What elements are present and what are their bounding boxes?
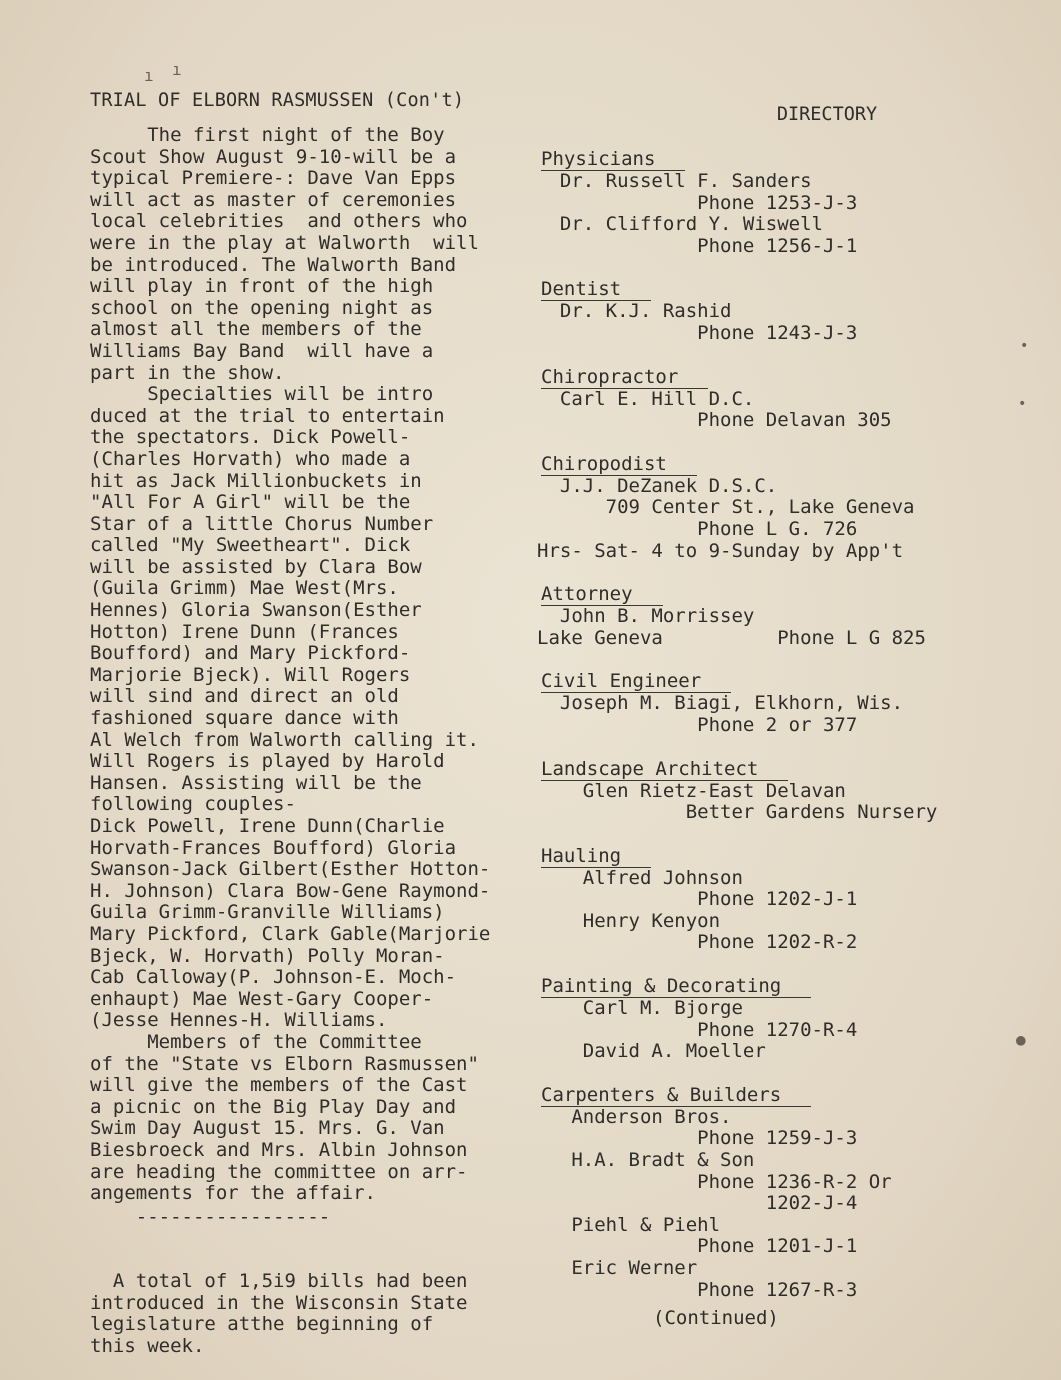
- article-line: Williams Bay Band will have a: [90, 339, 434, 362]
- directory-entry: H.A. Bradt & Son: [537, 1149, 755, 1172]
- directory-section: [537, 367, 1037, 432]
- directory-entry: 709 Center St., Lake Geneva: [537, 496, 915, 519]
- article-line: part in the show.: [90, 361, 285, 384]
- directory-heading: DIRECTORY: [776, 104, 878, 125]
- directory-entry: Phone 1270-R-4: [537, 1018, 858, 1041]
- directory-entry: Phone 1267-R-3: [537, 1278, 858, 1301]
- article-line: (Jesse Hennes-H. Williams.: [90, 1009, 388, 1032]
- article-line: duced at the trial to entertain: [90, 404, 445, 427]
- article-line: Al Welch from Walworth calling it.: [90, 728, 479, 751]
- directory-entry: Glen Rietz-East Delavan: [537, 779, 846, 802]
- article-line: Will Rogers is played by Harold: [90, 750, 445, 773]
- article-line: Swanson-Jack Gilbert(Esther Hotton-: [90, 858, 491, 881]
- directory-entry: Phone L G. 726: [537, 517, 858, 540]
- article-line: the spectators. Dick Powell-: [90, 426, 411, 449]
- directory-entry: Joseph M. Biagi, Elkhorn, Wis.: [537, 692, 904, 715]
- directory-section: [537, 846, 1037, 954]
- article-line: Hotton) Irene Dunn (Frances: [90, 620, 399, 643]
- article-line: of the "State vs Elborn Rasmussen": [90, 1052, 479, 1075]
- bills-line: this week.: [90, 1335, 205, 1358]
- directory-section: [537, 149, 1037, 257]
- directory-entry: Phone 2 or 377: [537, 713, 858, 736]
- directory-entry: 1202-J-4: [537, 1192, 858, 1215]
- directory-section: [537, 759, 1037, 824]
- article-line: "All For A Girl" will be the: [90, 491, 411, 514]
- article-line: The first night of the Boy: [90, 124, 445, 146]
- stray-mark: •: [1020, 338, 1029, 354]
- continued-note: (Continued): [653, 1307, 779, 1329]
- article-line: are heading the committee on arr-: [90, 1160, 468, 1183]
- directory-entry: Hrs- Sat- 4 to 9-Sunday by App't: [537, 539, 904, 562]
- article-line: Hennes) Gloria Swanson(Esther: [90, 599, 422, 622]
- article-line: called "My Sweetheart". Dick: [90, 534, 411, 557]
- directory-entry: Phone 1243-J-3: [537, 321, 858, 344]
- article-line: fashioned square dance with: [90, 707, 399, 730]
- article-line: Marjorie Bjeck). Will Rogers: [90, 663, 411, 686]
- section-heading: Dentist: [541, 279, 651, 301]
- article-line: Dick Powell, Irene Dunn(Charlie: [90, 815, 445, 837]
- directory-entry: John B. Morrissey: [537, 605, 755, 628]
- article-line: will sind and direct an old: [90, 685, 399, 708]
- directory-entry: Dr. Clifford Y. Wiswell: [537, 213, 823, 236]
- article-line: (Guila Grimm) Mae West(Mrs.: [90, 577, 399, 600]
- directory-entry: Dr. K.J. Rashid: [537, 300, 732, 323]
- article-line: school on the opening night as: [90, 296, 434, 319]
- directory-entry: Carl M. Bjorge: [537, 997, 743, 1020]
- directory-entry: Better Gardens Nursery: [537, 801, 938, 824]
- directory-entry: Phone 1259-J-3: [537, 1127, 858, 1150]
- section-heading: Civil Engineer: [541, 671, 731, 693]
- directory-section: [537, 976, 1037, 1063]
- section-heading: Painting & Decorating: [541, 976, 811, 998]
- article-line: (Charles Horvath) who made a: [90, 447, 411, 470]
- article-line: Specialties will be intro: [90, 383, 434, 406]
- article-line: angements for the affair.: [90, 1182, 376, 1205]
- directory-column: [537, 104, 1037, 1301]
- directory-entry: Dr. Russell F. Sanders: [537, 170, 812, 192]
- article-line: H. Johnson) Clara Bow-Gene Raymond-: [90, 879, 491, 902]
- article-line: Boufford) and Mary Pickford-: [90, 642, 411, 665]
- section-heading: Carpenters & Builders: [541, 1085, 811, 1107]
- article-line: Mary Pickford, Clark Gable(Marjorie: [90, 922, 491, 945]
- directory-entry: Phone 1202-J-1: [537, 888, 858, 911]
- article-line: Swim Day August 15. Mrs. G. Van: [90, 1117, 445, 1140]
- article-line: following couples-: [90, 793, 296, 816]
- directory-entry: Phone 1201-J-1: [537, 1235, 858, 1258]
- article-line: enhaupt) Mae West-Gary Cooper-: [90, 987, 434, 1010]
- article-line: Star of a little Chorus Number: [90, 512, 434, 535]
- bills-line: A total of 1,5i9 bills had been: [90, 1270, 468, 1293]
- directory-section: [537, 1085, 1037, 1301]
- directory-section: [537, 584, 1037, 649]
- section-heading: Physicians: [541, 149, 685, 171]
- directory-entry: J.J. DeZanek D.S.C.: [537, 474, 778, 497]
- directory-entry: Carl E. Hill D.C.: [537, 387, 755, 410]
- stray-mark: ı: [144, 66, 154, 85]
- section-heading: Attorney: [541, 584, 663, 606]
- section-heading: Hauling: [541, 846, 651, 868]
- article-line: typical Premiere-: Dave Van Epps: [90, 167, 457, 190]
- directory-entry: David A. Moeller: [537, 1040, 766, 1063]
- article-line: Members of the Committee: [90, 1030, 422, 1053]
- directory-entry: Lake Geneva Phone L G 825: [537, 626, 926, 649]
- article-title: TRIAL OF ELBORN RASMUSSEN (Con't): [90, 90, 465, 111]
- directory-section: [537, 671, 1037, 736]
- article-line: Cab Calloway(P. Johnson-E. Moch-: [90, 966, 457, 989]
- bills-article: [90, 1271, 540, 1357]
- article-line: will be assisted by Clara Bow: [90, 555, 422, 578]
- section-heading: Chiropractor: [541, 367, 708, 389]
- article-line: local celebrities and others who: [90, 210, 468, 233]
- directory-entry: Piehl & Piehl: [537, 1213, 721, 1236]
- stray-mark: ●: [1016, 1030, 1026, 1049]
- article-line: will play in front of the high: [90, 275, 434, 298]
- article-line: Biesbroeck and Mrs. Albin Johnson: [90, 1138, 468, 1161]
- directory-entry: Eric Werner: [537, 1257, 698, 1279]
- directory-entry: Phone Delavan 305: [537, 409, 892, 432]
- section-heading: Landscape Architect: [541, 759, 788, 781]
- left-column: [90, 90, 540, 1358]
- bills-line: legislature atthe beginning of: [90, 1313, 434, 1336]
- directory-entry: Phone 1253-J-3: [537, 191, 858, 214]
- article-line: a picnic on the Big Play Day and: [90, 1095, 457, 1118]
- article-line: hit as Jack Millionbuckets in: [90, 469, 422, 492]
- directory-section: [537, 279, 1037, 344]
- directory-entry: Phone 1202-R-2: [537, 931, 858, 954]
- article-line: will give the members of the Cast: [90, 1074, 468, 1097]
- directory-entry: Alfred Johnson: [537, 866, 743, 889]
- article-line: be introduced. The Walworth Band: [90, 253, 457, 276]
- article-line: Hansen. Assisting will be the: [90, 771, 422, 794]
- article-line: will act as master of ceremonies: [90, 188, 457, 211]
- directory-entry: Phone 1256-J-1: [537, 234, 858, 257]
- article-body: [90, 125, 540, 1205]
- article-line: Guila Grimm-Granville Williams): [90, 901, 445, 924]
- article-line: almost all the members of the: [90, 318, 422, 341]
- directory-list: [537, 149, 1037, 1301]
- directory-entry: Anderson Bros.: [537, 1105, 732, 1128]
- section-heading: Chiropodist: [541, 454, 697, 476]
- article-line: Scout Show August 9-10-will be a: [90, 145, 457, 168]
- bills-line: introduced in the Wisconsin State: [90, 1291, 468, 1314]
- article-line: were in the play at Walworth will: [90, 231, 479, 254]
- article-line: Horvath-Frances Boufford) Gloria: [90, 836, 457, 859]
- directory-entry: Henry Kenyon: [537, 909, 721, 932]
- directory-section: [537, 454, 1037, 562]
- directory-entry: Phone 1236-R-2 Or: [537, 1170, 892, 1193]
- stray-mark: ı: [172, 60, 182, 79]
- separator-rule: -----------------: [90, 1205, 331, 1228]
- stray-mark: •: [1018, 396, 1027, 412]
- article-line: Bjeck, W. Horvath) Polly Moran-: [90, 944, 445, 967]
